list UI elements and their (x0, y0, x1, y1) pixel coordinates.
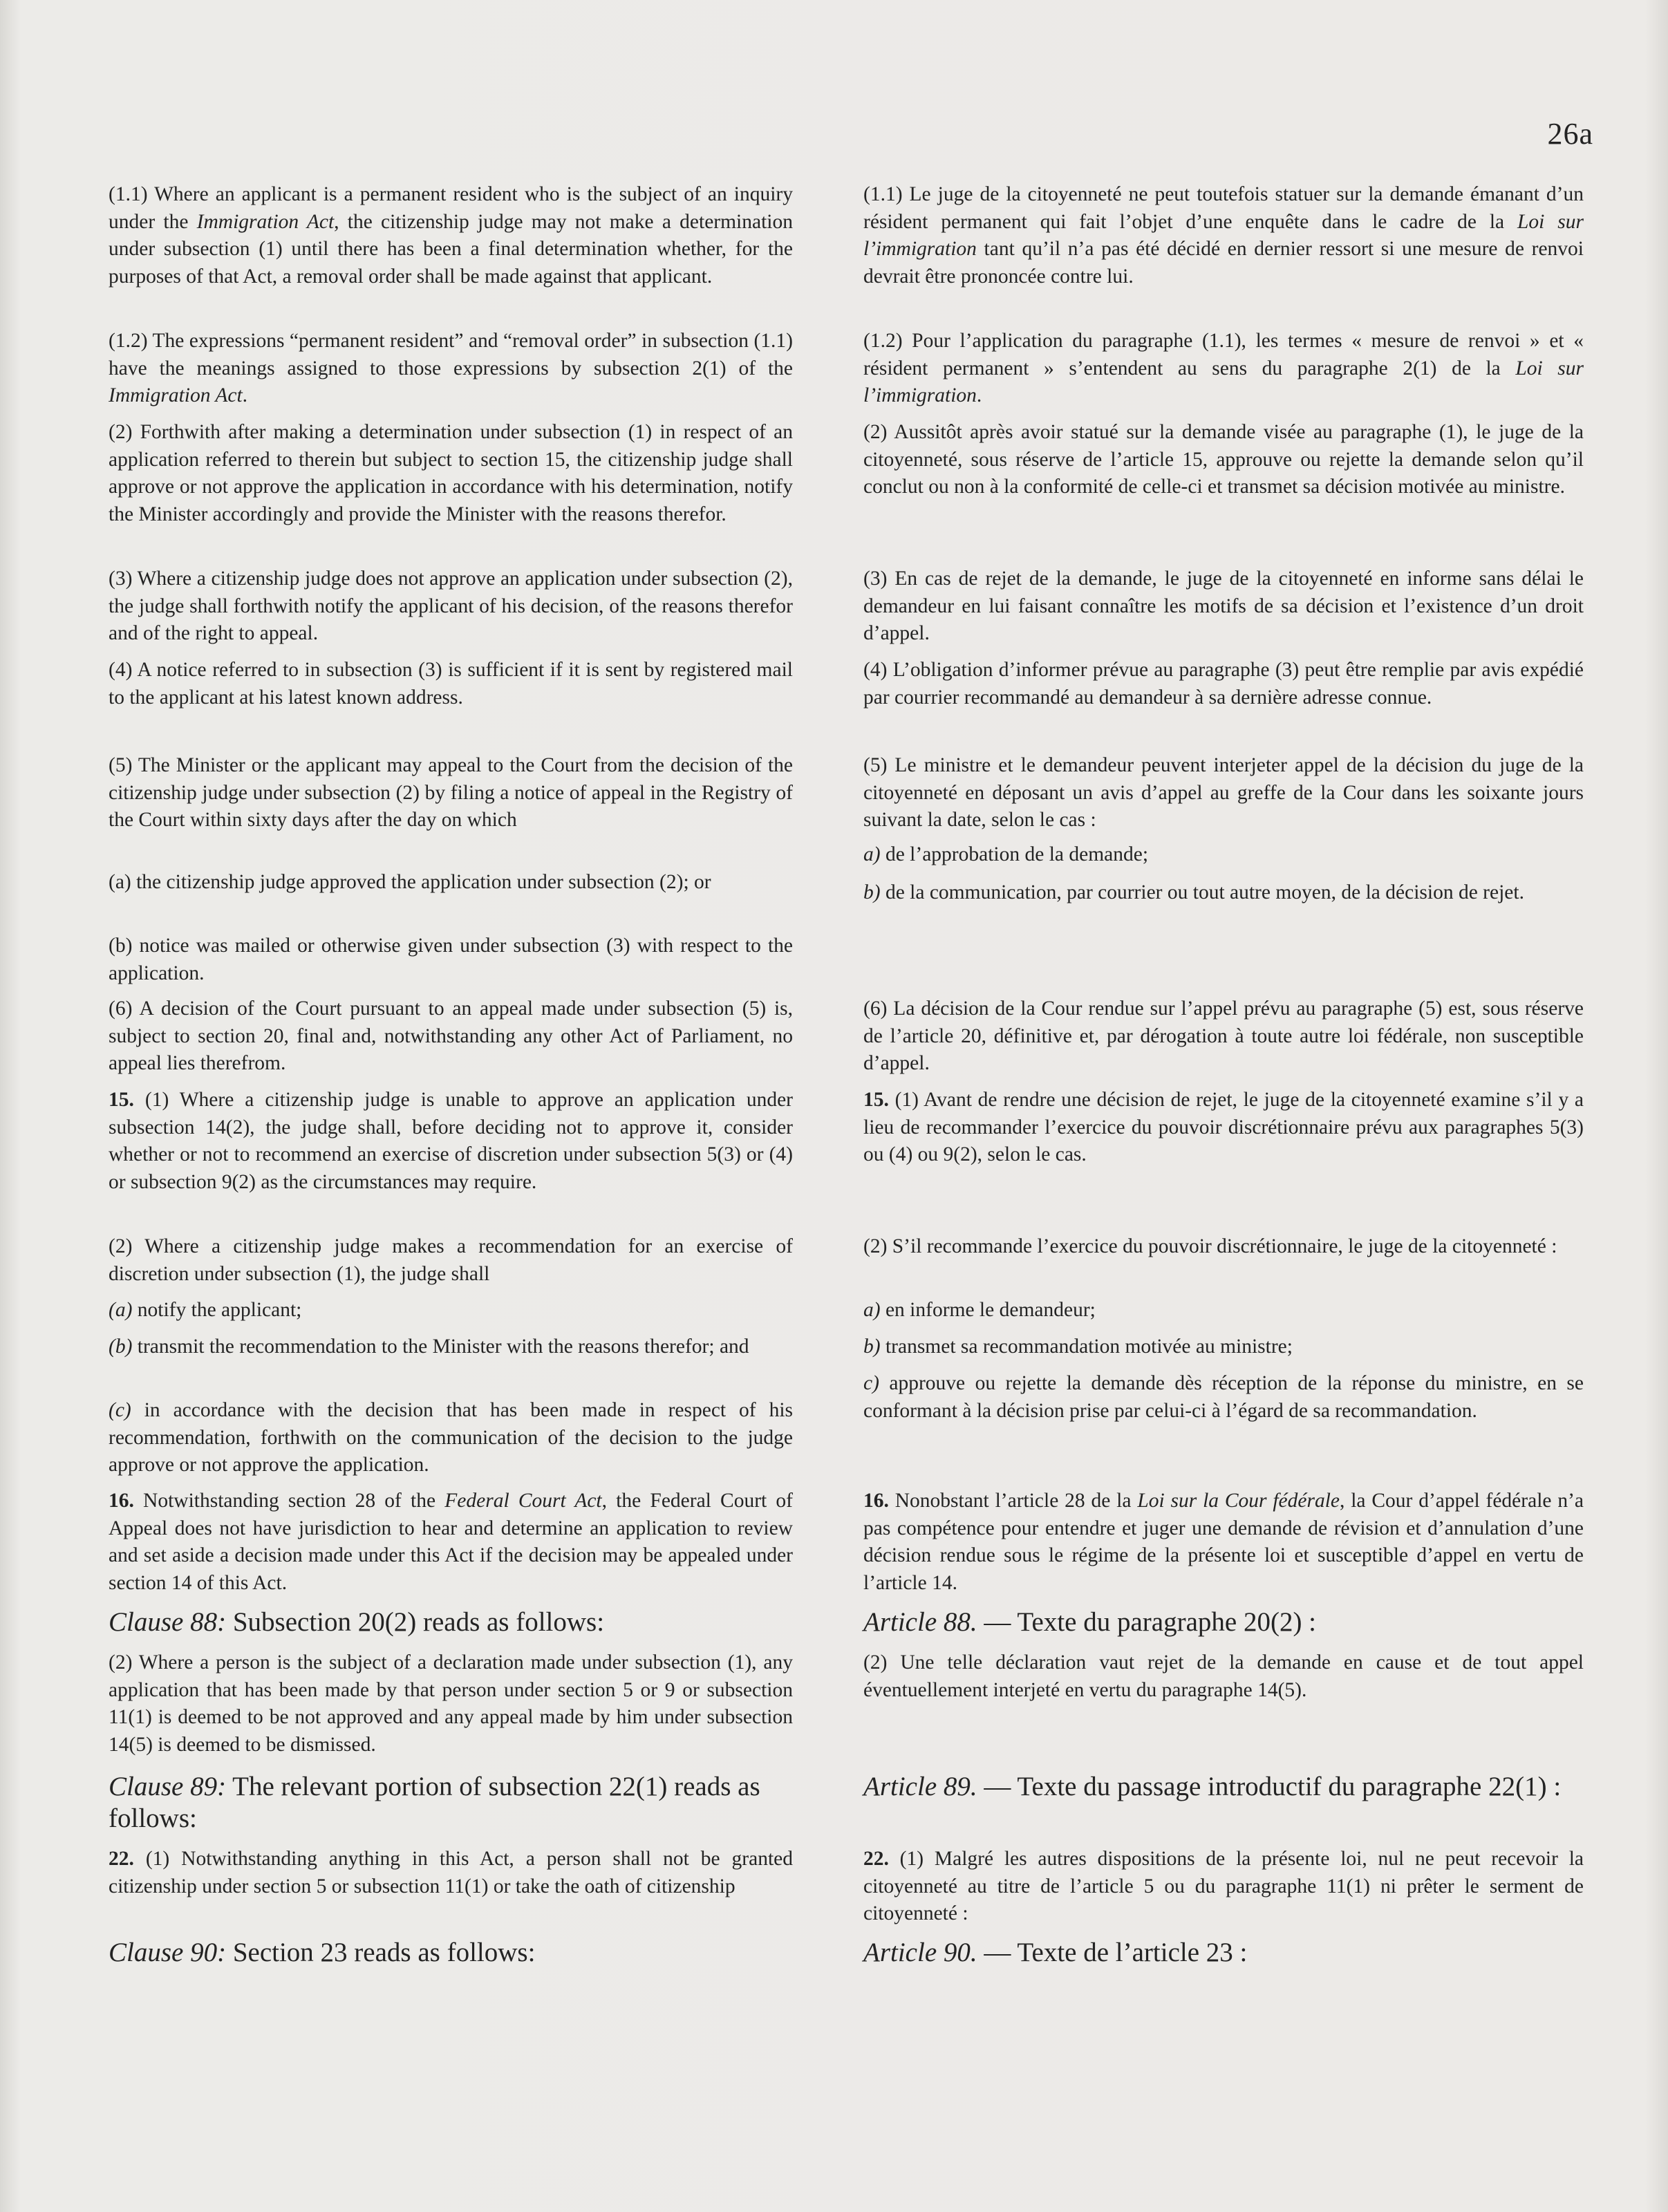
fr-subsection-6: (6) La décision de la Cour rendue sur l’appel prévu au paragraphe (5) est, sous réserve de l’article 20, définitive et, par dérogation à toute autre loi fédérale, non susceptible d’appel. (863, 997, 1584, 1074)
fr-section-15-2: (2) S’il recommande l’exercice du pouvoir discrétionnaire, le juge de la citoyenneté : (863, 1235, 1557, 1257)
en-subsection-2: (2) Forthwith after making a determination under subsection (1) in respect of an application referred to therein but subject to section 15, the citizenship judge shall approve or not approve the application in accordance with his determination, notify the Minister accordingly and provide the Minister with the reasons therefor. (109, 421, 793, 525)
fr-subsection-5: (5) Le ministre et le demandeur peuvent interjeter appel de la décision du juge de la citoyenneté en déposant un avis d’appel au greffe de la Cour dans les soixante jours suivant la date, selon le cas : (863, 754, 1584, 831)
fr-section-15-1: 15. (1) Avant de rendre une décision de rejet, le juge de la citoyenneté examine s’il y a lieu de recommander l’exercice du pouvoir discrétionnaire prévu aux paragraphes 5(3) ou (4) ou 9(2), selon le cas. (863, 1089, 1584, 1165)
en-clause-89-heading: Clause 89: The relevant portion of subsection 22(1) reads as follows: (109, 1772, 760, 1833)
fr-article-88-heading: Article 88. — Texte du paragraphe 20(2) : (863, 1607, 1317, 1637)
fr-section-15-2-a: a) en informe le demandeur; (863, 1299, 1096, 1321)
en-subsection-1-2: (1.2) The expressions “permanent resident” and “removal order” in subsection (1.1) have the meanings assigned to those expressions by subsection 2(1) of the Immigration Act. (109, 330, 793, 406)
fr-subsection-3: (3) En cas de rejet de la demande, le juge de la citoyenneté en informe sans délai le demandeur en lui faisant connaître les motifs de sa décision et l’existence d’un droit d’appel. (863, 568, 1584, 644)
en-subsection-1-1: (1.1) Where an applicant is a permanent resident who is the subject of an inquiry under the Immigration Act, the citizenship judge may not make a determination under subsection (1) until there has been a final determination whether, for the purposes of that Act, a removal order shall be made against that applicant. (109, 183, 793, 288)
fr-article-89-heading: Article 89. — Texte du passage introductif du paragraphe 22(1) : (863, 1772, 1562, 1801)
fr-subsection-1-1: (1.1) Le juge de la citoyenneté ne peut toutefois statuer sur la demande émanant d’un résident permanent qui fait l’objet d’une enquête dans le cadre de la Loi sur l’immigration tant qu’il n’a pas été décidé en dernier ressort si une mesure de renvoi devrait être prononcée contre lui. (863, 183, 1584, 288)
fr-article-90-heading: Article 90. — Texte de l’article 23 : (863, 1938, 1248, 1967)
en-section-15-2-c: (c) in accordance with the decision that has been made in respect of his recommendation, forthwith on the communication of the decision to the judge approve or not approve the application. (109, 1399, 793, 1476)
en-subsection-5-a: (a) the citizenship judge approved the application under subsection (2); or (109, 871, 711, 893)
fr-subsection-5-b: b) de la communication, par courrier ou tout autre moyen, de la décision de rejet. (863, 881, 1524, 903)
fr-subsection-1-2: (1.2) Pour l’application du paragraphe (1.1), les termes « mesure de renvoi » et « résident permanent » s’entendent au sens du paragraphe 2(1) de la Loi sur l’immigration. (863, 330, 1584, 406)
en-clause-90-heading: Clause 90: Section 23 reads as follows: (109, 1938, 536, 1967)
en-section-16: 16. Notwithstanding section 28 of the Federal Court Act, the Federal Court of Appeal does not have jurisdiction to hear and determine an application to review and set aside a decision made under this Act if the decision may be appealed under section 14 of this Act. (109, 1490, 793, 1594)
fr-section-16: 16. Nonobstant l’article 28 de la Loi sur la Cour fédérale, la Cour d’appel fédérale n’a pas compétence pour entendre et juger une demande de révision et d’annulation d’une décision rendue sous le régime de la présente loi et susceptible d’appel en vertu de l’article 14. (863, 1490, 1584, 1594)
fr-section-22: 22. (1) Malgré les autres dispositions de la présente loi, nul ne peut recevoir la citoyenneté au titre de l’article 5 ou du paragraphe 11(1) ni prêter le serment de citoyenneté : (863, 1848, 1584, 1924)
fr-section-15-2-b: b) transmet sa recommandation motivée au ministre; (863, 1335, 1293, 1358)
en-section-15-1: 15. (1) Where a citizenship judge is unable to approve an application under subsection 14(2), the judge shall, before deciding not to approve it, consider whether or not to recommend an exercise of discretion under subsection 5(3) or (4) or subsection 9(2) as the circumstances may require. (109, 1089, 793, 1193)
fr-subsection-4: (4) L’obligation d’informer prévue au paragraphe (3) peut être remplie par avis expédié par courrier recommandé au demandeur à sa dernière adresse connue. (863, 659, 1584, 709)
page-number: 26a (1547, 117, 1593, 151)
fr-section-15-2-c: c) approuve ou rejette la demande dès réception de la réponse du ministre, en se conformant à la décision prise par celui-ci à l’égard de sa recommandation. (863, 1372, 1584, 1422)
en-subsection-5-b: (b) notice was mailed or otherwise given under subsection (3) with respect to the application. (109, 935, 793, 984)
en-subsection-4: (4) A notice referred to in subsection (3) is sufficient if it is sent by registered mail to the applicant at his latest known address. (109, 659, 793, 709)
en-subsection-5: (5) The Minister or the applicant may appeal to the Court from the decision of the citizenship judge under subsection (2) by filing a notice of appeal in the Registry of the Court within sixty days after the day on which (109, 754, 793, 831)
en-section-15-2-a: (a) notify the applicant; (109, 1299, 302, 1321)
en-subsection-6: (6) A decision of the Court pursuant to an appeal made under subsection (5) is, subject to section 20, final and, notwithstanding any other Act of Parliament, no appeal lies therefrom. (109, 997, 793, 1074)
en-subsection-3: (3) Where a citizenship judge does not approve an application under subsection (2), the judge shall forthwith notify the applicant of his decision, of the reasons therefor and of the right to appeal. (109, 568, 793, 644)
fr-subsection-2: (2) Aussitôt après avoir statué sur la demande visée au paragraphe (1), le juge de la citoyenneté, sous réserve de l’article 15, approuve ou rejette la demande selon qu’il conclut ou non à la conformité de celle-ci et transmet sa décision motivée au ministre. (863, 421, 1584, 498)
fr-subsection-5-a: a) de l’approbation de la demande; (863, 843, 1149, 865)
en-clause-88-body: (2) Where a person is the subject of a declaration made under subsection (1), any application that has been made by that person under section 5 or 9 or subsection 11(1) is deemed to be not approved and any appeal made by him under subsection 14(5) is deemed to be dismissed. (109, 1651, 793, 1756)
en-clause-88-heading: Clause 88: Subsection 20(2) reads as follows: (109, 1607, 605, 1637)
en-section-15-2: (2) Where a citizenship judge makes a recommendation for an exercise of discretion under subsection (1), the judge shall (109, 1235, 793, 1285)
fr-article-88-body: (2) Une telle déclaration vaut rejet de la demande en cause et de tout appel éventuellement interjeté en vertu du paragraphe 14(5). (863, 1651, 1584, 1701)
en-section-22: 22. (1) Notwithstanding anything in this Act, a person shall not be granted citizenship under section 5 or subsection 11(1) or take the oath of citizenship (109, 1848, 793, 1897)
en-section-15-2-b: (b) transmit the recommendation to the Minister with the reasons therefor; and (109, 1335, 749, 1358)
